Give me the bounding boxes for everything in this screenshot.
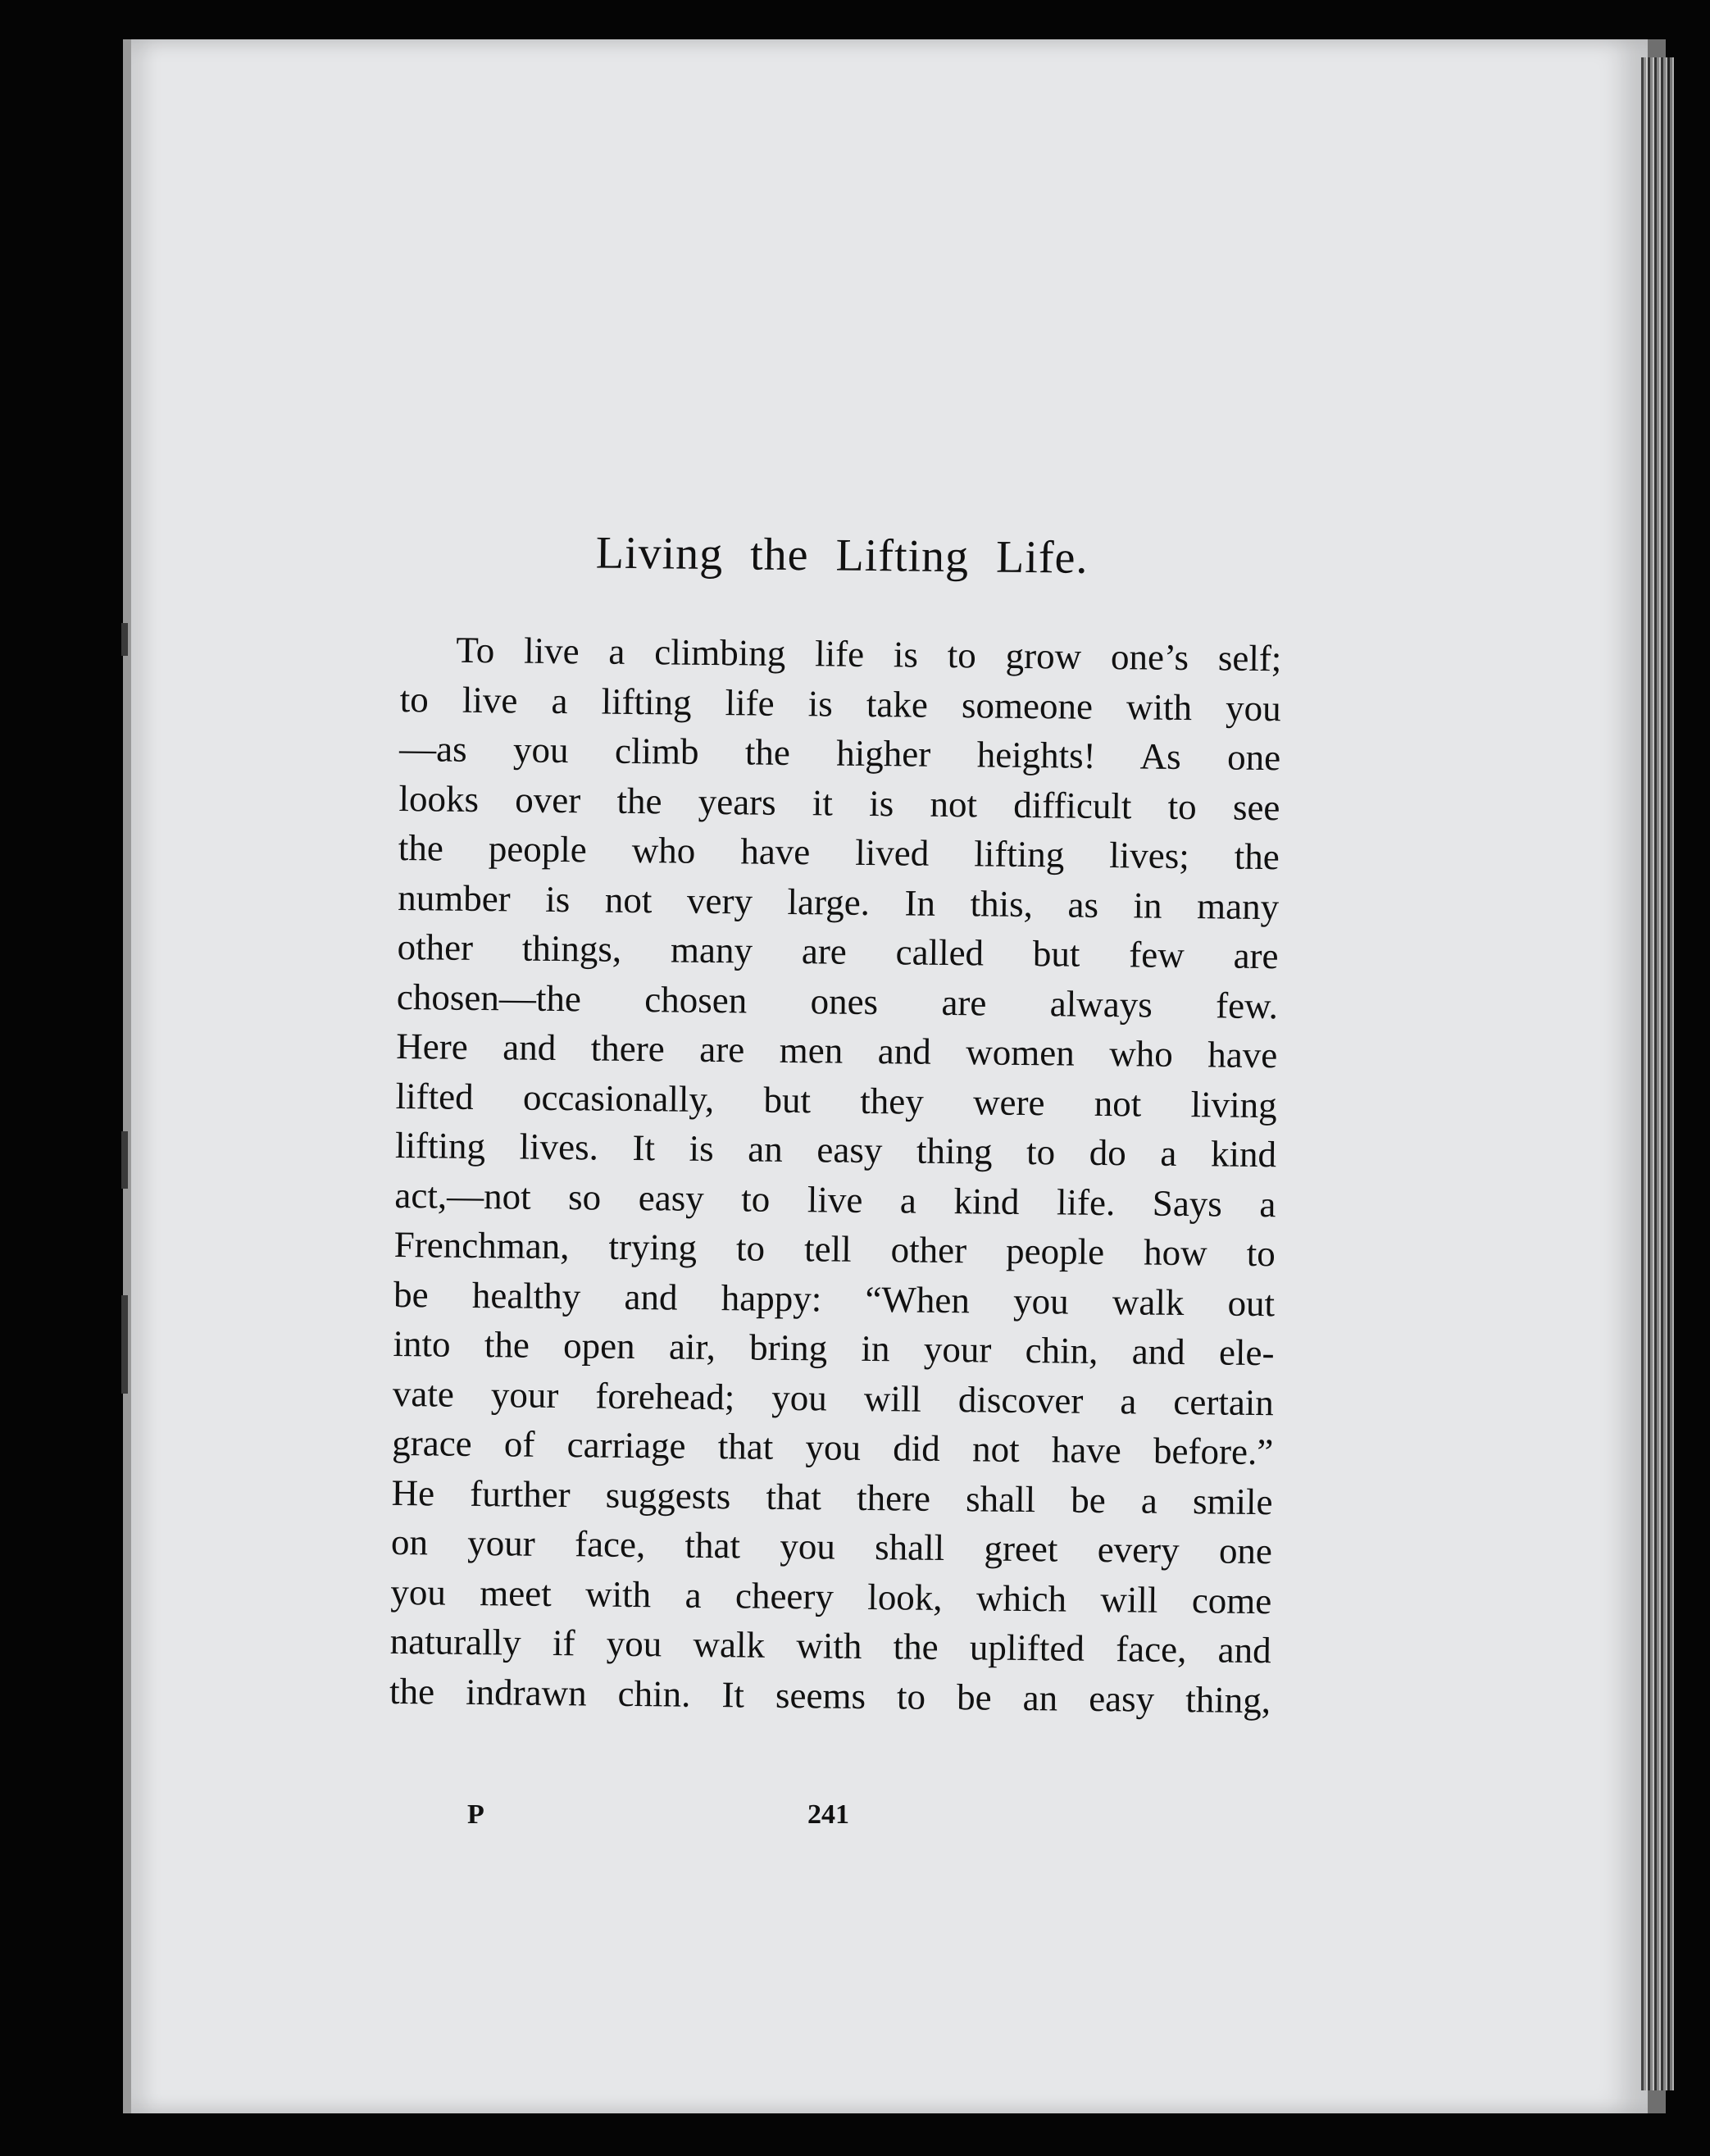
page-number: 241 [807,1799,849,1830]
text-line: the indrawn chin. It seems to be an easy thing, [389,1670,1271,1721]
binding-mark [121,1295,128,1394]
text-line: lifting lives. It is an easy thing to do a kind [394,1124,1277,1176]
text-line: naturally if you walk with the uplifted face, and [389,1620,1271,1672]
body-paragraph [389,625,1282,1725]
text-line: on your face, that you shall greet every one [390,1521,1273,1572]
text-line: the people who have lived lifting lives; the [398,826,1280,878]
text-line: number is not very large. In this, as in many [397,876,1280,927]
text-line: Frenchman, trying to tell other people how to [393,1223,1276,1275]
signature-mark: P [467,1799,484,1830]
text-line: chosen—the chosen ones are always few. [396,976,1279,1026]
text-line: act,—not so easy to live a kind life. Says a [394,1174,1276,1225]
text-line: He further suggests that there shall be a smile [391,1471,1273,1522]
binding-mark [121,1131,128,1189]
text-line: lifted occasionally, but they were not living [395,1075,1277,1126]
text-line: be healthy and happy: “When you walk out [393,1273,1276,1324]
binding-mark [121,623,128,656]
text-line: vate your forehead; you will discover a certain [392,1372,1275,1423]
page-edge-right [1641,57,1674,2090]
text-line: you meet with a cheery look, which will come [390,1571,1272,1622]
page-text-block [389,525,1283,1725]
text-line: To live a climbing life is to grow one’s self; [456,629,1282,680]
text-line: grace of carriage that you did not have before.” [392,1421,1274,1473]
text-line: —as you climb the higher heights! As one [398,727,1281,779]
text-line: looks over the years it is not difficult to see [398,777,1280,828]
text-line: into the open air, bring in your chin, and ele- [393,1322,1275,1374]
chapter-title: Living the Lifting Life. [595,527,1089,584]
text-line: to live a lifting life is take someone with you [399,678,1281,729]
text-line: other things, many are called but few are [397,926,1279,977]
text-line: Here and there are men and women who have [396,1025,1278,1076]
